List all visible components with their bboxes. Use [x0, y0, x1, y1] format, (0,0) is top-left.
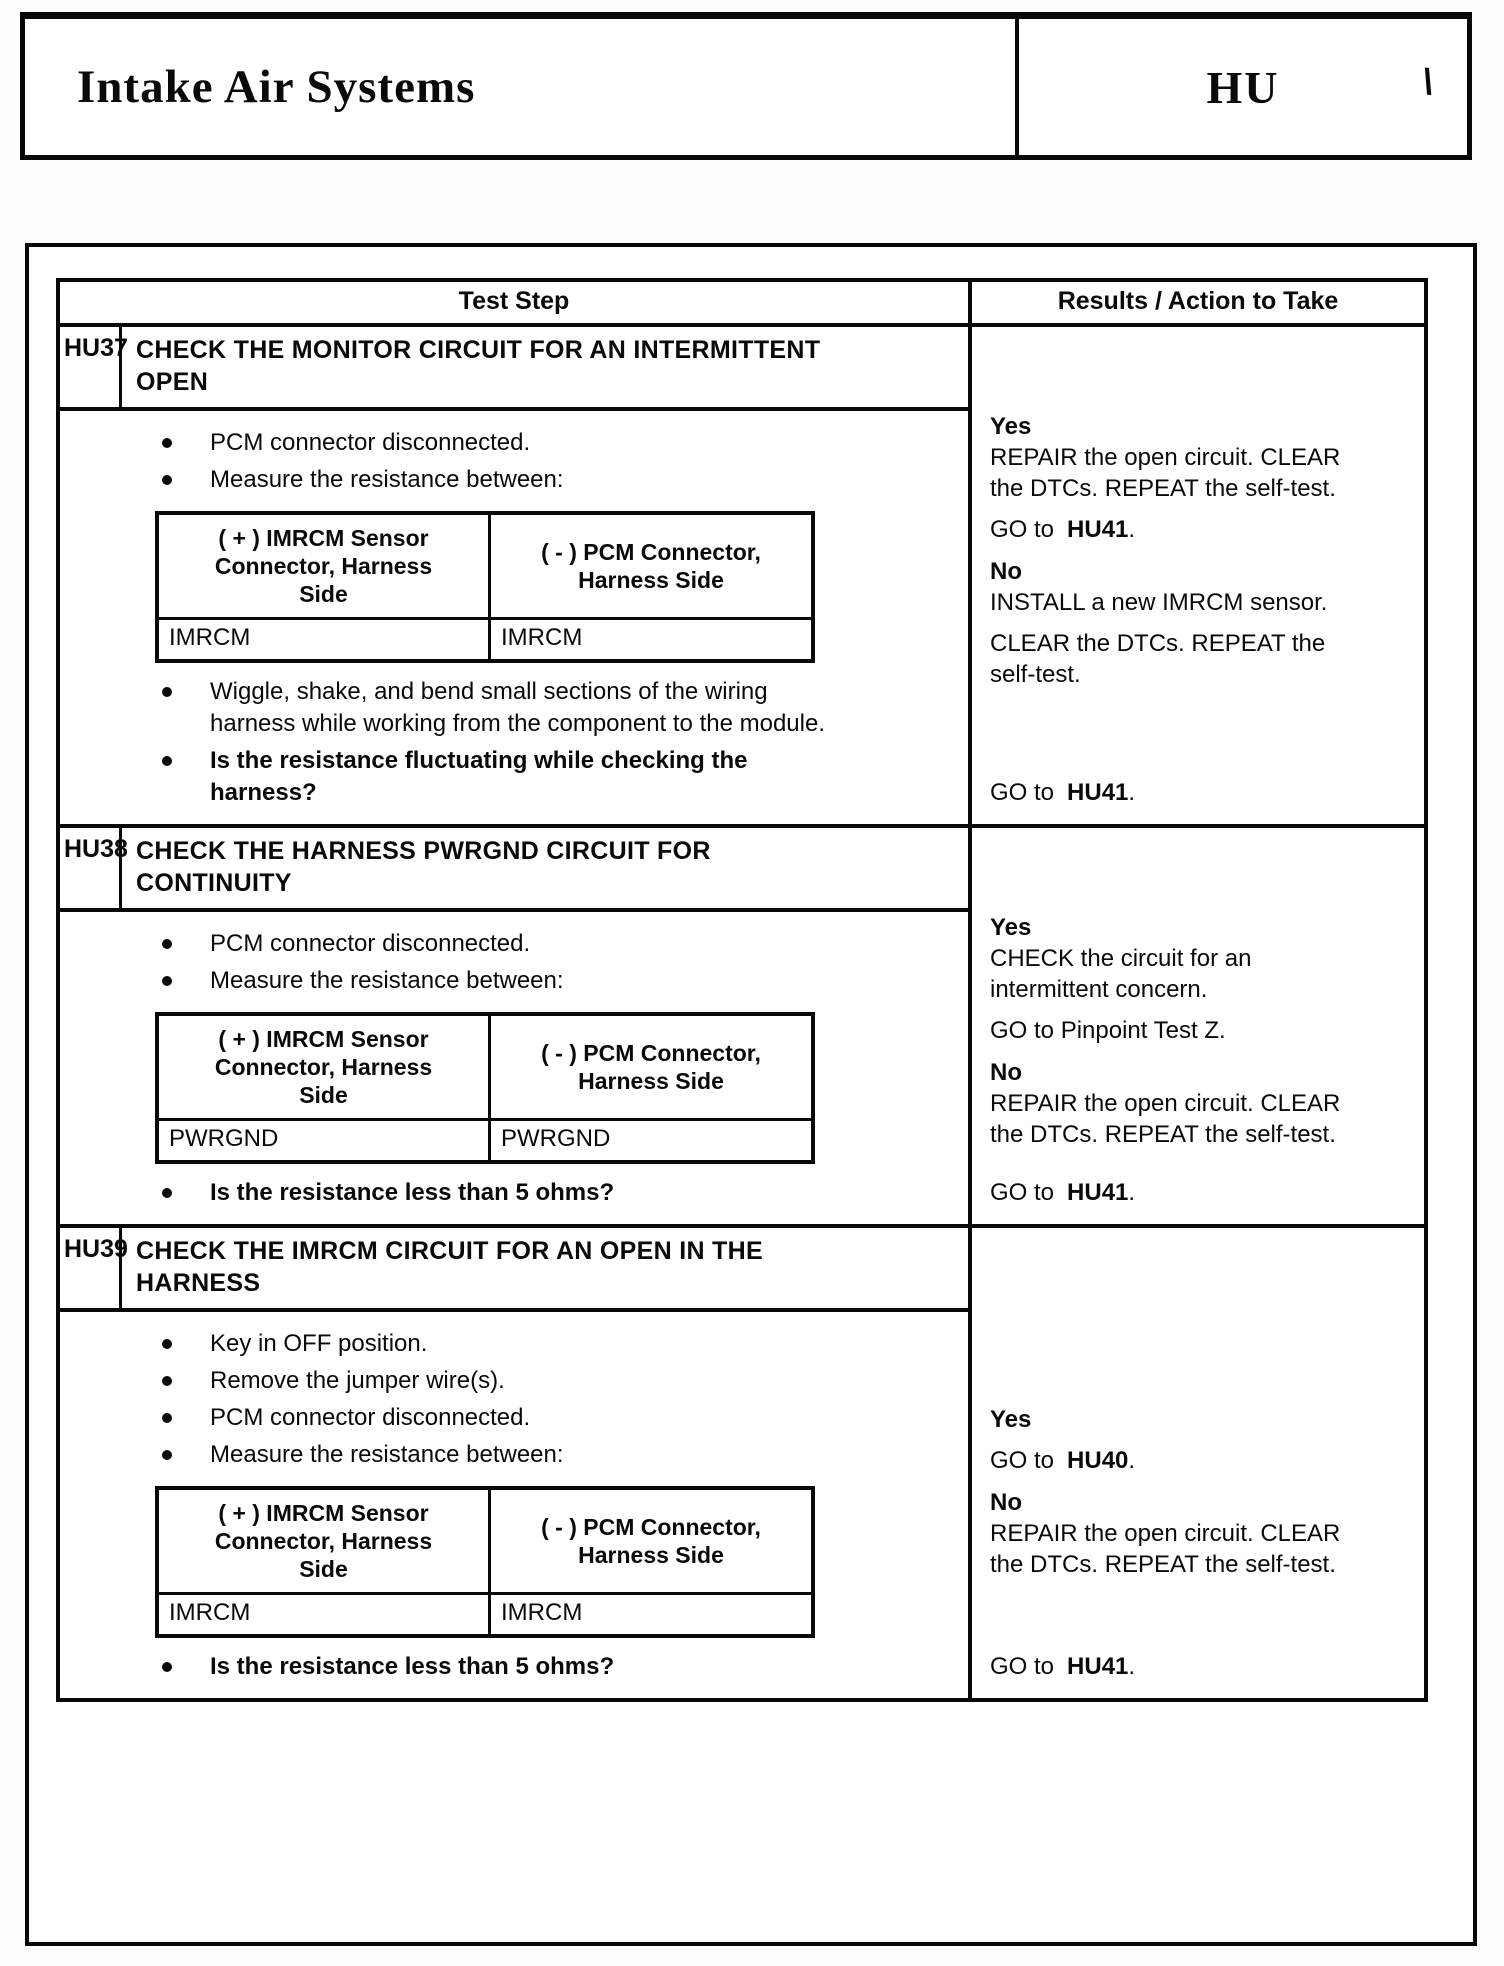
test-body: [60, 1312, 968, 1698]
list-item: [60, 427, 968, 459]
connector-value-minus: IMRCM: [501, 624, 583, 651]
bullet-text: Measure the resistance between:: [210, 466, 564, 493]
goto-line: GO to HU40.: [990, 1447, 1136, 1474]
test-title-row: [60, 327, 968, 411]
test-title-line: CHECK THE MONITOR CIRCUIT FOR AN INTERMITTENT: [136, 336, 821, 364]
bullet-icon: [162, 756, 172, 766]
question-text: Is the resistance fluctuating while checking the: [210, 747, 748, 774]
goto-line-final: GO to HU41.: [990, 1653, 1136, 1680]
test-id: HU39: [60, 1228, 122, 1308]
connector-header-line: ( - ) PCM Connector,: [541, 1040, 761, 1066]
connector-col-minus: [491, 1490, 811, 1592]
results-cell: [972, 1228, 1424, 1698]
bullet-icon: [162, 1413, 172, 1423]
question-text: Is the resistance less than 5 ohms?: [210, 1179, 615, 1206]
verdict-yes: Yes: [990, 914, 1032, 941]
pinpoint-test-table: [56, 278, 1428, 1702]
list-item: [60, 1402, 968, 1434]
test-question: [60, 745, 968, 809]
question-text: harness?: [210, 779, 317, 806]
connector-value-minus: PWRGND: [501, 1125, 611, 1152]
bullet-icon: [162, 976, 172, 986]
connector-col-plus: [159, 515, 491, 617]
scan-tick-mark: \: [1420, 60, 1436, 103]
bullet-icon: [162, 1450, 172, 1460]
connector-header-line: Connector, Harness: [214, 1054, 433, 1080]
test-title: [122, 327, 834, 407]
test-body: [60, 411, 968, 824]
connector-col-plus: [159, 1490, 491, 1592]
connector-header-line: Harness Side: [578, 1068, 724, 1094]
connector-table-values: [159, 1118, 811, 1160]
test-id: HU38: [60, 828, 122, 908]
list-item: [60, 928, 968, 960]
connector-col-plus: [159, 1016, 491, 1118]
test-title: [122, 828, 725, 908]
connector-value-plus: IMRCM: [159, 1595, 491, 1634]
bullet-icon: [162, 1188, 172, 1198]
list-item: [60, 965, 968, 997]
bullet-icon: [162, 438, 172, 448]
action-text: REPAIR the open circuit. CLEAR the DTCs. REPEAT the self-test.: [990, 1090, 1341, 1148]
page-title: Intake Air Systems: [77, 61, 476, 113]
test-row-hu38: [60, 824, 1424, 1224]
page-header-left: [25, 19, 1015, 155]
verdict-yes: Yes: [990, 1406, 1032, 1433]
table-header-row: [60, 282, 1424, 327]
connector-header-line: ( + ) IMRCM Sensor: [218, 525, 429, 551]
bullet-icon: [162, 1662, 172, 1672]
verdict-no: No: [990, 1059, 1022, 1086]
connector-col-minus: [491, 1016, 811, 1118]
action-text: REPAIR the open circuit. CLEAR the DTCs. REPEAT the self-test.: [990, 444, 1341, 502]
goto-line: GO to HU41.: [990, 516, 1136, 543]
connector-table-header: [159, 1016, 811, 1118]
goto-line: GO to Pinpoint Test Z.: [990, 1017, 1226, 1044]
column-header-results: Results / Action to Take: [1057, 287, 1339, 315]
bullet-text: PCM connector disconnected.: [210, 930, 531, 957]
bullet-text: PCM connector disconnected.: [210, 429, 531, 456]
action-text: CLEAR the DTCs. REPEAT the self-test.: [990, 630, 1326, 688]
bullet-icon: [162, 687, 172, 697]
connector-measurement-table: [155, 1012, 815, 1164]
test-title-line: CONTINUITY: [136, 869, 292, 897]
page-header: [20, 12, 1472, 160]
connector-header-line: Side: [299, 1556, 348, 1582]
connector-header-line: Harness Side: [578, 567, 724, 593]
test-question: [60, 1177, 968, 1209]
connector-table-values: [159, 617, 811, 659]
list-item: [60, 1365, 968, 1397]
bullet-text: Remove the jumper wire(s).: [210, 1367, 505, 1394]
connector-measurement-table: [155, 1486, 815, 1638]
connector-header-line: Harness Side: [578, 1542, 724, 1568]
connector-header-line: ( + ) IMRCM Sensor: [218, 1500, 429, 1526]
test-step-cell: [60, 1228, 972, 1698]
results-cell: [972, 327, 1424, 824]
goto-line-final: GO to HU41.: [990, 779, 1136, 806]
connector-col-minus: [491, 515, 811, 617]
connector-value-minus: IMRCM: [501, 1599, 583, 1626]
connector-header-line: Connector, Harness: [214, 553, 433, 579]
action-text: INSTALL a new IMRCM sensor.: [990, 589, 1328, 616]
test-row-hu37: [60, 327, 1424, 824]
goto-line-final: GO to HU41.: [990, 1179, 1136, 1206]
connector-table-header: [159, 515, 811, 617]
test-title-line: CHECK THE IMRCM CIRCUIT FOR AN OPEN IN THE: [136, 1237, 763, 1265]
connector-table-header: [159, 1490, 811, 1592]
bullet-text: harness while working from the component to the module.: [210, 710, 825, 737]
bullet-icon: [162, 1339, 172, 1349]
connector-measurement-table: [155, 511, 815, 663]
test-question: [60, 1651, 968, 1683]
list-item: [60, 1328, 968, 1360]
connector-header-line: Side: [299, 1082, 348, 1108]
verdict-no: No: [990, 1489, 1022, 1516]
list-item: [60, 1439, 968, 1471]
connector-table-values: [159, 1592, 811, 1634]
bullet-text: PCM connector disconnected.: [210, 1404, 531, 1431]
test-title: [122, 1228, 777, 1308]
test-body: [60, 912, 968, 1224]
action-text: REPAIR the open circuit. CLEAR the DTCs. REPEAT the self-test.: [990, 1520, 1341, 1578]
results-cell: [972, 828, 1424, 1224]
connector-header-line: Side: [299, 581, 348, 607]
connector-header-line: ( - ) PCM Connector,: [541, 539, 761, 565]
section-code: HU: [1206, 61, 1280, 113]
test-title-line: HARNESS: [136, 1269, 261, 1297]
test-title-line: OPEN: [136, 368, 209, 396]
bullet-icon: [162, 939, 172, 949]
test-title-row: [60, 1228, 968, 1312]
verdict-no: No: [990, 558, 1022, 585]
bullet-text: Measure the resistance between:: [210, 1441, 564, 1468]
question-text: Is the resistance less than 5 ohms?: [210, 1653, 615, 1680]
test-title-row: [60, 828, 968, 912]
test-id: HU37: [60, 327, 122, 407]
test-step-cell: [60, 327, 972, 824]
bullet-icon: [162, 475, 172, 485]
test-title-line: CHECK THE HARNESS PWRGND CIRCUIT FOR: [136, 837, 711, 865]
verdict-yes: Yes: [990, 413, 1032, 440]
connector-value-plus: PWRGND: [159, 1121, 491, 1160]
column-header-test-step: Test Step: [60, 282, 972, 323]
list-item: [60, 464, 968, 496]
content-frame: [25, 243, 1477, 1946]
connector-header-line: Connector, Harness: [214, 1528, 433, 1554]
page-header-section-cell: [1015, 19, 1467, 155]
bullet-icon: [162, 1376, 172, 1386]
action-text: CHECK the circuit for an intermittent concern.: [990, 945, 1252, 1003]
bullet-text: Key in OFF position.: [210, 1330, 428, 1357]
bullet-text: Measure the resistance between:: [210, 967, 564, 994]
connector-header-line: ( - ) PCM Connector,: [541, 1514, 761, 1540]
list-item: [60, 676, 968, 740]
test-step-cell: [60, 828, 972, 1224]
connector-header-line: ( + ) IMRCM Sensor: [218, 1026, 429, 1052]
connector-value-plus: IMRCM: [159, 620, 491, 659]
test-row-hu39: [60, 1224, 1424, 1698]
bullet-text: Wiggle, shake, and bend small sections of the wiring: [210, 678, 768, 705]
